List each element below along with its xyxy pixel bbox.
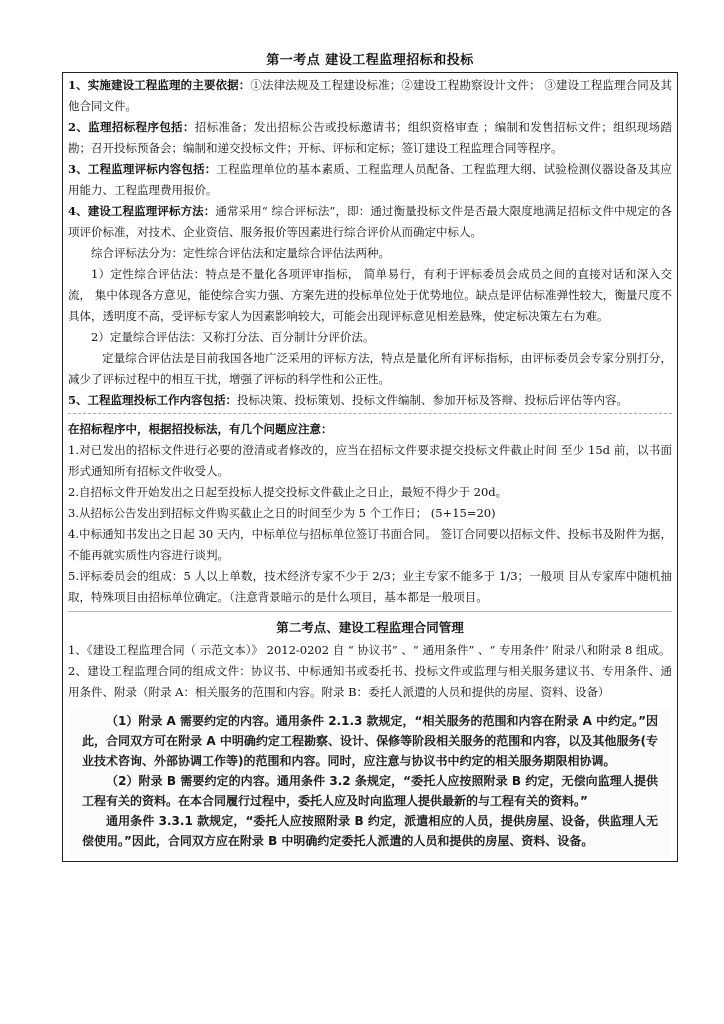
content-box — [62, 72, 678, 862]
item-1 — [68, 75, 672, 117]
item-4-head: 4、建设工程监理评标方法： — [68, 204, 216, 218]
excerpt-para-3: 通用条件 3.3.1 款规定，“委托人应按照附录 B 约定，派遣相应的人员，提供房屋、设备，供监理人无偿使用。”因此，合同双方应在附录 B 中明确约定委托人派遣的人员和提供的房屋、资料、设备。 — [82, 814, 658, 848]
method-2-desc: 定量综合评估法是目前我国各地广泛采用的评标方法，特点是量化所有评标指标，由评标委员会专家分别打分，减少了评标过程中的相互干扰，增强了评标的科学性和公正性。 — [68, 351, 672, 386]
item-3 — [68, 159, 672, 201]
item-5-head: 5、工程监理投标工作内容包括： — [68, 393, 237, 407]
excerpt-para-1: （1）附录 A 需要约定的内容。通用条件 2.1.3 款规定，“相关服务的范围和内容在附录 A 中约定。”因此，合同双方可在附录 A 中明确约定工程勘察、设计、保修等阶段相关服务的范围和内容，以及其他服务(专业技术咨询、外部协调工作等)的范围和内容。同时，应注意与协议书中约定的相关服务期限相协调。 — [82, 714, 658, 768]
item-3-text: 工程监理单位的基本素质、工程监理人员配备、工程监理大纲、试验检测仪器设备及其应用能力、工程监理费用报价。 — [68, 162, 672, 197]
item-2-head: 2、监理招标程序包括： — [68, 120, 195, 134]
section-title-contract: 第二考点、建设工程监理合同管理 — [276, 620, 464, 635]
item-2 — [68, 117, 672, 159]
contract-item-1: 1、《建设工程监理合同（ 示范文本）》 2012-0202 自 “ 协议书” 、“ 通用条件” 、“ 专用条件’ 附录八和附录 8 组成。 — [68, 643, 671, 657]
section-bidding-basics — [63, 73, 677, 855]
document-page — [62, 50, 678, 862]
contract-item-2: 2、建设工程监理合同的组成文件：协议书、中标通知书或委托书、投标文件或监理与相关服务建议书、专用条件、通用条件、附录（附录 A：相关服务的范围和内容。附录 B：委托人派遣的人员和提供的房屋、资料、设备） — [68, 664, 672, 699]
item-4-text: 通常采用“ 综合评标法”，即：通过衡量投标文件是否最大限度地满足招标文件中规定的各项评价标准，对技术、企业资信、服务报价等因素进行综合评价从而确定中标人。 — [68, 204, 672, 239]
item-2-text: 招标准备；发出招标公告或投标邀请书；组织资格审查 ；编制和发售招标文件；组织现场踏勘；召开投标预备会；编制和递交投标文件；开标、评标和定标；签订建设工程监理合同等程序。 — [68, 120, 672, 155]
note-4: 4.中标通知书发出之日起 30 天内，中标单位与招标单位签订书面合同。 签订合同要以招标文件、投标书及附件为据，不能再就实质性内容进行谈判。 — [68, 527, 672, 562]
notes-heading: 在招标程序中，根据招投标法，有几个问题应注意： — [68, 422, 333, 436]
item-3-head: 3、工程监理评标内容包括： — [68, 162, 217, 176]
excerpt-para-2: （2）附录 B 需要约定的内容。通用条件 3.2 条规定，“委托人应按照附录 B 约定，无偿向监理人提供工程有关的资料。在本合同履行过程中，委托人应及时向监理人提供最新的与工程有关的资料。” — [82, 774, 658, 808]
item-5 — [68, 390, 672, 411]
page-title: 第一考点 建设工程监理招标和投标 — [266, 53, 474, 68]
note-2: 2.自招标文件开始发出之日起至投标人提交投标文件截止之日止，最短不得少于 20d。 — [68, 485, 508, 499]
item-4 — [68, 201, 672, 243]
item-5-text: 投标决策、投标策划、投标文件编制、参加开标及答辩、投标后评估等内容。 — [237, 393, 628, 407]
method-intro: 综合评标法分为：定性综合评估法和定量综合评估法两种。 — [91, 246, 390, 260]
note-1: 1.对已发出的招标文件进行必要的澄清或者修改的，应当在招标文件要求提交投标文件截止时间 至少 15d 前，以书面形式通知所有招标文件收受人。 — [68, 443, 672, 478]
method-1: 1）定性综合评估法：特点是不量化各项评审指标， 简单易行，有利于评标委员会成员之间的直接对话和深入交流， 集中体现各方意见，能使综合实力强、方案先进的投标单位处于优势地位。缺点是评估标准弹性较大，衡量尺度不具体，透明度不高，受评标专家人为因素影响较大，可能会出现评标意见相差悬殊，使定标决策左右为难。 — [68, 267, 672, 323]
item-1-head: 1、实施建设工程监理的主要依据： — [68, 78, 251, 92]
divider — [68, 413, 672, 414]
scanned-excerpt — [70, 709, 670, 855]
method-2: 2）定量综合评估法：又称打分法、百分制计分评价法。 — [91, 330, 375, 344]
note-3: 3.从招标公告发出到招标文件购买截止之日的时间至少为 5 个工作日； (5+15=20) — [68, 506, 496, 520]
item-1-text: ①法律法规及工程建设标准；②建设工程勘察设计文件； ③建设工程监理合同及其他合同文件。 — [68, 78, 673, 113]
divider — [68, 611, 672, 612]
note-5: 5.评标委员会的组成：5 人以上单数，技术经济专家不少于 2/3；业主专家不能多于 1/3；一般项 目从专家库中随机抽取，特殊项目由招标单位确定。（注意背景暗示的是什么项目，基本都是一般项目。 — [68, 569, 672, 604]
